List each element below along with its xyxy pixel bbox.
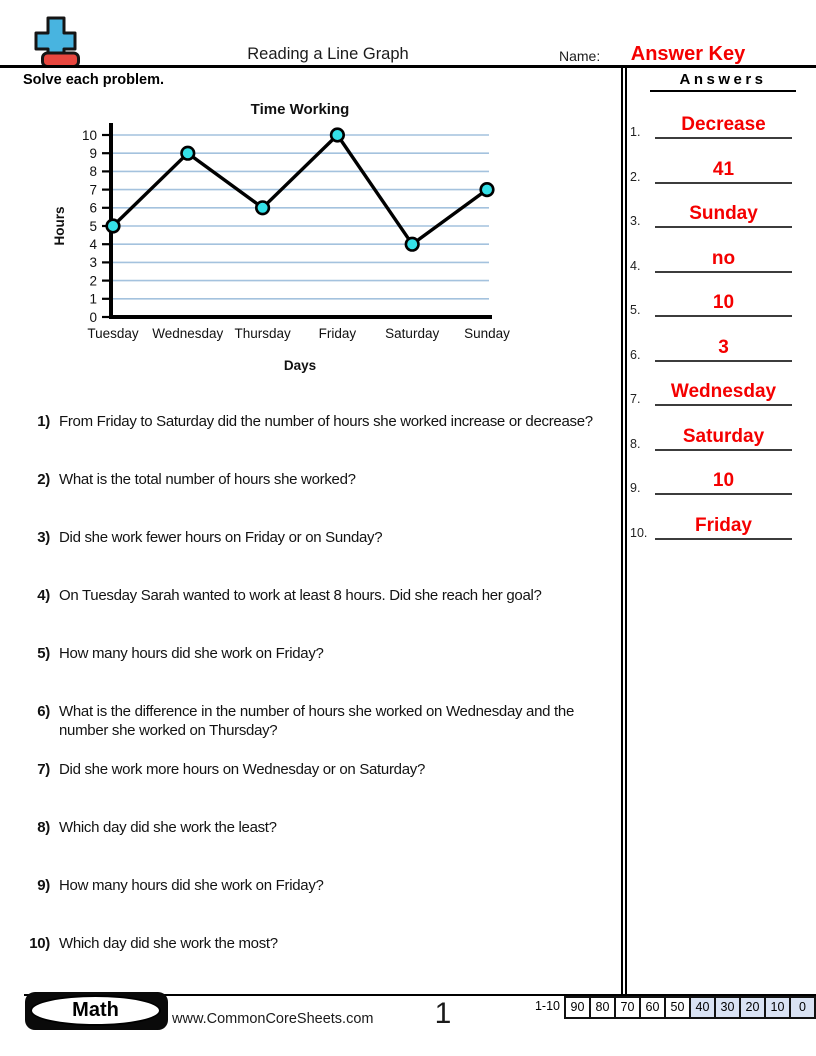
question-row [20,760,605,779]
score-cell: 30 [714,996,741,1019]
score-cell: 0 [789,996,816,1019]
score-range-label: 1-10 [534,999,560,1013]
name-label: Name: [559,48,601,64]
svg-text:Thursday: Thursday [234,326,291,341]
answer-text: no [655,246,792,273]
score-cell: 60 [639,996,666,1019]
header-divider [0,65,816,68]
answer-text: Decrease [655,112,792,139]
answers-divider [621,67,627,996]
answer-number: 9. [630,481,641,496]
question-text: What is the total number of hours she worked? [59,471,356,488]
question-row [20,470,605,489]
answer-number: 4. [630,258,641,273]
svg-text:8: 8 [89,164,97,180]
score-table [564,996,816,1019]
question-number: 5) [37,645,50,662]
svg-text:Wednesday: Wednesday [152,326,224,341]
question-text: From Friday to Saturday did the number of hours she worked increase or decrease? [59,413,593,430]
score-cell: 50 [664,996,691,1019]
answer-text: Friday [655,513,792,540]
svg-text:7: 7 [89,182,97,198]
answer-text: 10 [655,290,792,317]
svg-text:10: 10 [81,127,97,143]
score-cell: 10 [764,996,791,1019]
svg-text:Sunday: Sunday [464,326,510,341]
answer-row [628,468,794,496]
question-row [20,586,605,605]
question-row [20,702,605,740]
subject-badge-label: Math [30,995,161,1026]
question-text: Did she work fewer hours on Friday or on Sunday? [59,529,383,546]
question-row [20,876,605,895]
answer-number: 1. [630,125,641,139]
score-cell: 70 [614,996,641,1019]
answer-text: 3 [655,335,792,362]
svg-text:Days: Days [283,358,317,373]
question-text: What is the difference in the number of hours she worked on Wednesday and the number she worked on Thursday? [59,703,575,739]
answers-heading: Answers [650,71,796,92]
answer-row [628,335,794,363]
question-number: 2) [37,471,50,488]
svg-text:Tuesday: Tuesday [87,326,139,341]
answer-row [628,513,794,541]
answer-number: 8. [630,436,641,451]
svg-text:9: 9 [89,146,97,161]
answer-number: 7. [630,392,641,407]
worksheet-title: Reading a Line Graph [247,45,409,63]
question-text: Which day did she work the least? [59,819,277,836]
answer-number: 10. [630,525,648,540]
svg-text:Time Working: Time Working [250,101,350,118]
commoncoresheets-logo [31,13,83,71]
score-cell: 40 [689,996,716,1019]
website-url: www.CommonCoreSheets.com [172,1011,374,1027]
svg-text:3: 3 [89,255,97,271]
svg-text:4: 4 [89,237,97,252]
question-text: How many hours did she work on Friday? [59,645,324,662]
score-cell: 80 [589,996,616,1019]
score-cell: 20 [739,996,766,1019]
question-row [20,934,605,953]
svg-text:Saturday: Saturday [385,326,440,341]
answer-number: 5. [630,303,641,318]
answer-number: 3. [630,214,641,229]
question-row [20,818,605,837]
instructions-text: Solve each problem. [23,72,165,88]
answer-number: 6. [630,347,641,362]
question-row [20,412,605,431]
subject-badge [25,992,168,1030]
answer-text: Sunday [655,201,792,228]
question-text: Did she work more hours on Wednesday or on Saturday? [59,761,425,778]
question-number: 7) [37,761,50,778]
question-text: On Tuesday Sarah wanted to work at least 8 hours. Did she reach her goal? [59,587,542,604]
question-number: 4) [37,587,50,604]
svg-text:0: 0 [89,309,97,325]
answer-text: 41 [655,157,792,184]
answer-key-text: Answer Key [630,43,746,65]
answer-row [628,379,794,407]
question-text: Which day did she work the most? [59,935,278,952]
answer-text: Saturday [655,424,792,451]
svg-text:1: 1 [89,291,97,307]
answer-row [628,112,794,140]
answer-row [628,424,794,452]
question-text: How many hours did she work on Friday? [59,877,324,894]
question-number: 1) [37,413,50,430]
question-row [20,644,605,663]
answer-text: Wednesday [655,379,792,406]
svg-text:Hours: Hours [52,206,67,246]
answer-text: 10 [655,468,792,495]
svg-text:2: 2 [89,273,97,289]
line-chart [0,90,600,390]
question-number: 8) [37,819,50,836]
question-number: 9) [37,877,50,894]
score-cell: 90 [564,996,591,1019]
answer-row [628,246,794,274]
question-number: 3) [37,529,50,546]
question-number: 6) [37,703,50,720]
question-row [20,528,605,547]
answer-row [628,157,794,185]
answer-number: 2. [630,169,641,184]
answer-row [628,201,794,229]
answer-row [628,290,794,318]
page-number: 1 [434,997,452,1030]
svg-text:5: 5 [89,218,97,234]
question-number: 10) [29,935,50,952]
svg-text:6: 6 [89,200,97,216]
svg-text:Friday: Friday [318,326,357,341]
